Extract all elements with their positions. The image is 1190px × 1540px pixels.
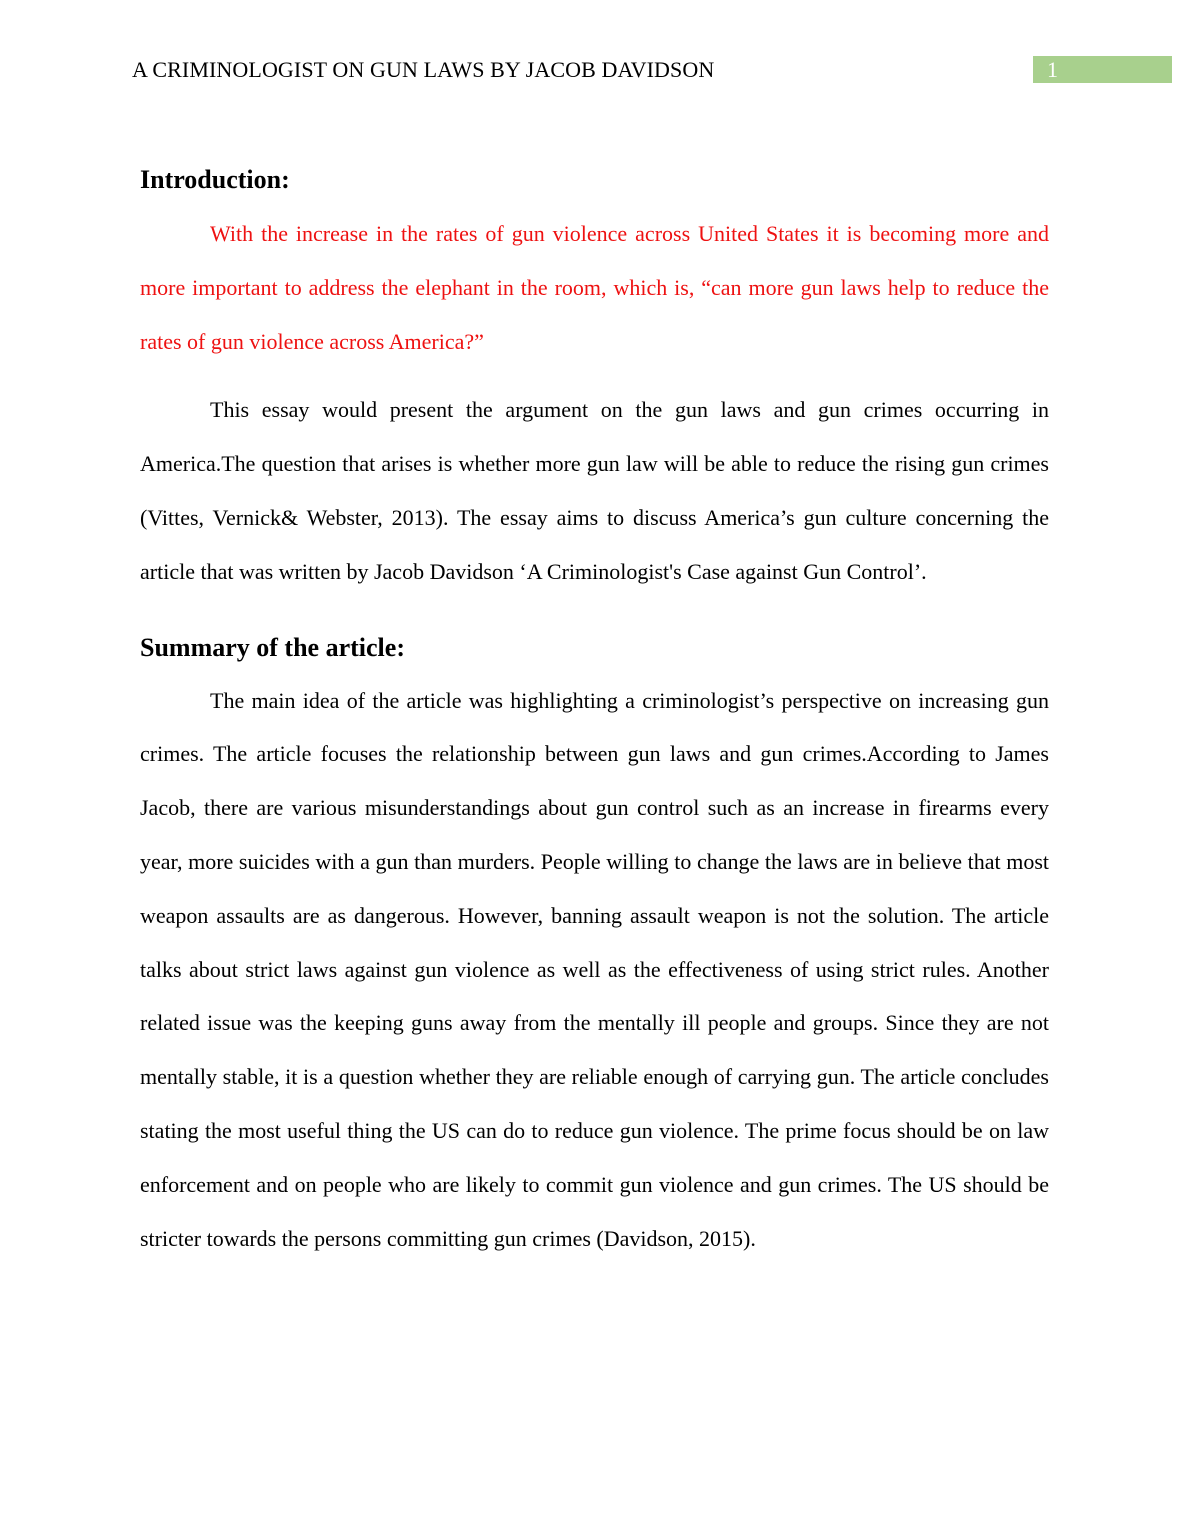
summary-paragraph: The main idea of the article was highlighting a criminologist’s perspective on increasing gun crimes. The article focuses the relationship between gun laws and gun crimes.According to James Jacob, there are various misunderstandings about gun control such as an increase in firearms every year, more suicides with a gun than murders. People willing to change the laws are in believe that most weapon assaults are as dangerous. However, banning assault weapon is not the solution. The article talks about strict laws against gun violence as well as the effectiveness of using strict rules. Another related issue was the keeping guns away from the mentally ill people and groups. Since they are not mentally stable, it is a question whether they are reliable enough of carrying gun. The article concludes stating the most useful thing the US can do to reduce gun violence. The prime focus should be on law enforcement and on people who are likely to commit gun violence and gun crimes. The US should be stricter towards the persons committing gun crimes (Davidson, 2015). <box>140 687 1049 1251</box>
intro-paragraph-highlighted: With the increase in the rates of gun violence across United States it is becoming more and more important to address the elephant in the room, which is, “can more gun laws help to reduce the rates of gun violence across America?” <box>140 221 1049 354</box>
document-body <box>140 160 1049 1265</box>
running-head: A CRIMINOLOGIST ON GUN LAWS BY JACOB DAVIDSON <box>132 57 715 82</box>
page-number-box <box>1033 56 1172 83</box>
intro-paragraph-thesis: This essay would present the argument on the gun laws and gun crimes occurring in America.The question that arises is whether more gun law will be able to reduce the rising gun crimes (Vittes, Vernick& Webster, 2013). The essay aims to discuss America’s gun culture concerning the article that was written by Jacob Davidson ‘A Criminologist's Case against Gun Control’. <box>140 397 1049 584</box>
section-heading-introduction: Introduction: <box>140 165 290 194</box>
page-header <box>132 56 1172 84</box>
section-heading-summary: Summary of the article: <box>140 632 405 662</box>
page-number: 1 <box>1047 57 1058 82</box>
